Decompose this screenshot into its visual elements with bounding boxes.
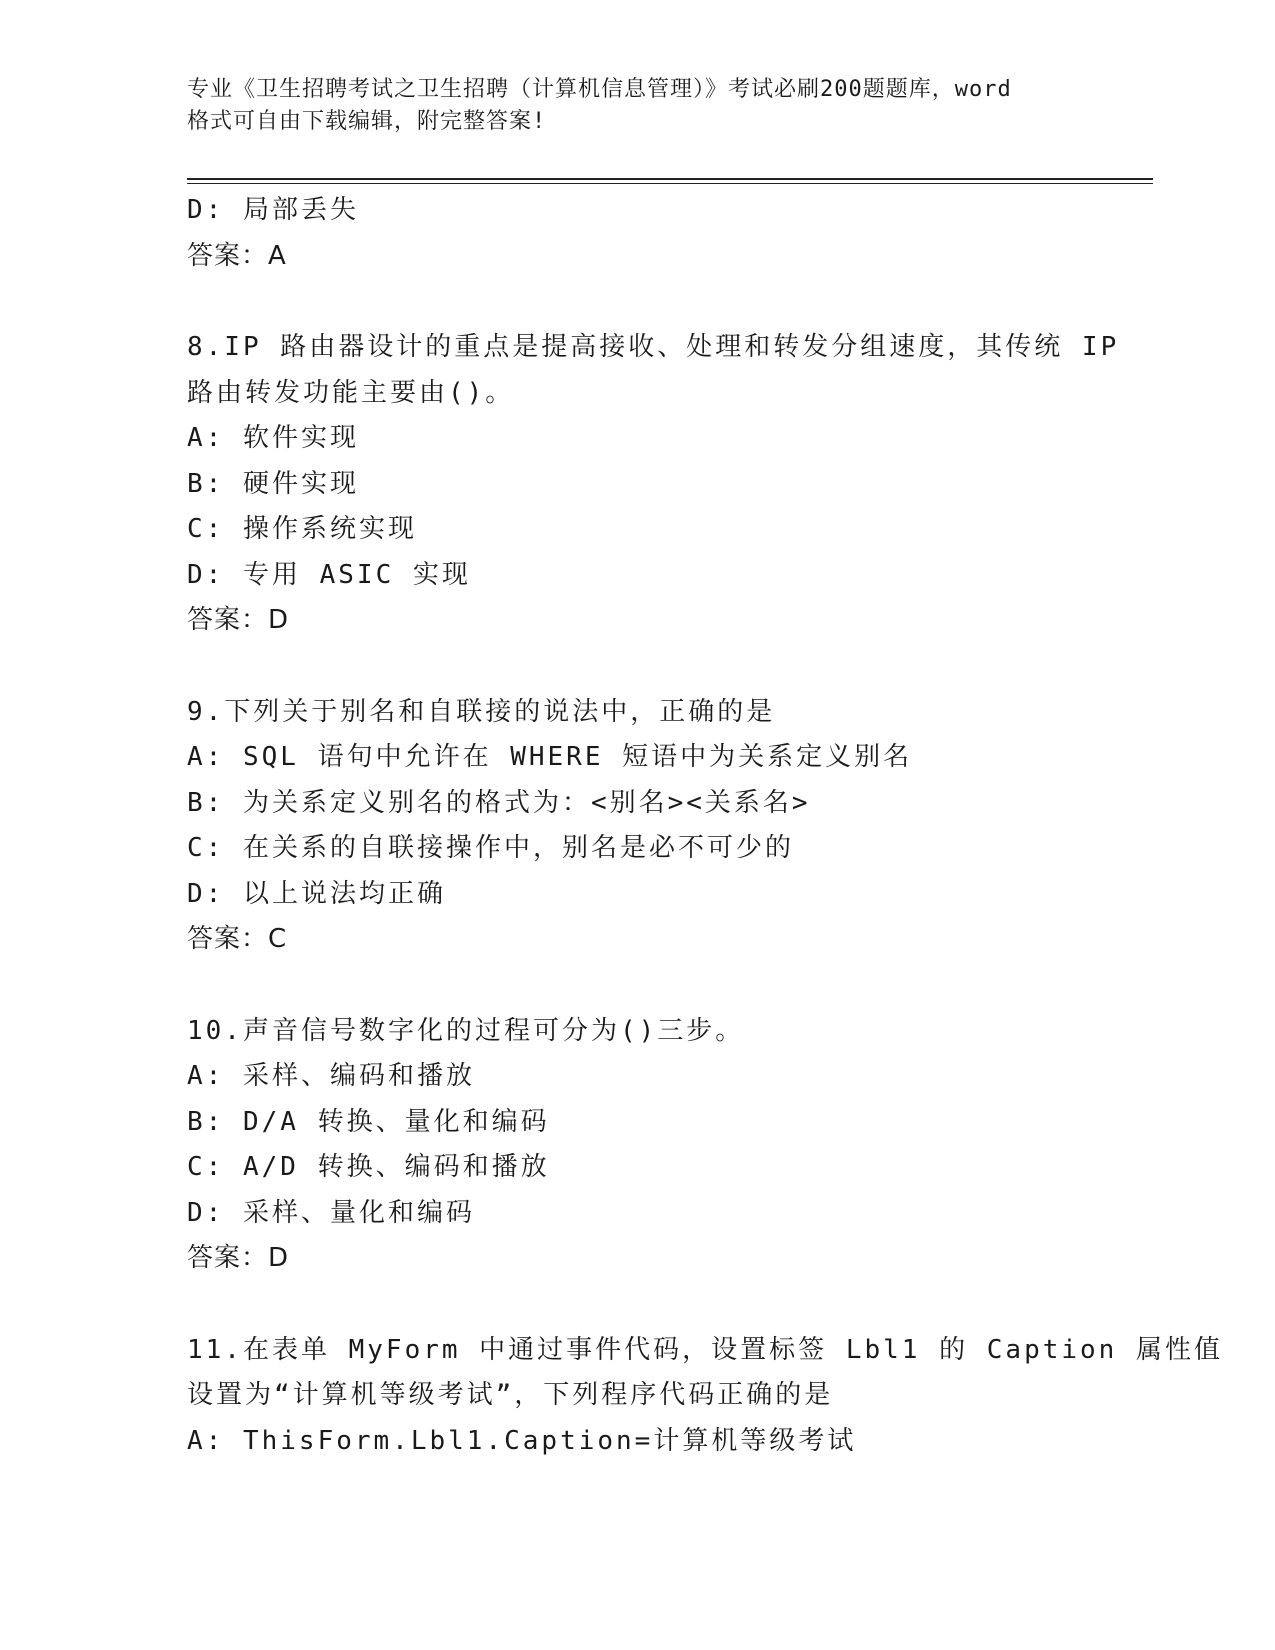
option-d: D: 专用 ASIC 实现 bbox=[187, 559, 471, 590]
question-9 bbox=[187, 690, 1087, 963]
question-stem-line-1: 11.在表单 MyForm 中通过事件代码，设置标签 Lbl1 的 Caption 属性值 bbox=[187, 1334, 1223, 1365]
option-a: A: 采样、编码和播放 bbox=[187, 1061, 475, 1091]
option-c: C: 在关系的自联接操作中，别名是必不可少的 bbox=[187, 833, 794, 863]
option-c: C: A/D 转换、编码和播放 bbox=[187, 1152, 550, 1182]
option-d: D: 采样、量化和编码 bbox=[187, 1197, 475, 1228]
question-stem: 9.下列关于别名和自联接的说法中，正确的是 bbox=[187, 696, 776, 727]
option-a: A: ThisForm.Lbl1.Caption=计算机等级考试 bbox=[187, 1425, 857, 1456]
spacer bbox=[187, 644, 1087, 690]
answer-line: 答案：D bbox=[187, 1243, 290, 1273]
question-stem-line-2: 设置为“计算机等级考试”，下列程序代码正确的是 bbox=[187, 1380, 834, 1410]
question-stem-line-2: 路由转发功能主要由()。 bbox=[187, 377, 515, 408]
previous-question-tail bbox=[187, 188, 1087, 279]
spacer bbox=[187, 279, 1087, 325]
option-b: B: D/A 转换、量化和编码 bbox=[187, 1106, 550, 1137]
option-a: A: 软件实现 bbox=[187, 423, 359, 453]
question-8 bbox=[187, 325, 1120, 644]
answer-line: 答案：C bbox=[187, 924, 288, 954]
spacer bbox=[187, 963, 1087, 1009]
option-b: B: 为关系定义别名的格式为：<别名><关系名> bbox=[187, 787, 811, 818]
question-list bbox=[187, 188, 1223, 1464]
option-a: A: SQL 语句中允许在 WHERE 短语中为关系定义别名 bbox=[187, 742, 913, 772]
option-d: D: 局部丢失 bbox=[187, 195, 359, 225]
question-11 bbox=[187, 1328, 1223, 1465]
page-header bbox=[187, 74, 1087, 138]
spacer bbox=[187, 1282, 1087, 1328]
question-stem-line-1: 8.IP 路由器设计的重点是提高接收、处理和转发分组速度，其传统 IP bbox=[187, 332, 1120, 362]
header-title-line-2: 格式可自由下载编辑，附完整答案! bbox=[187, 109, 547, 134]
header-divider-thin bbox=[187, 183, 1153, 184]
option-c: C: 操作系统实现 bbox=[187, 514, 417, 544]
option-b: B: 硬件实现 bbox=[187, 468, 359, 499]
option-d: D: 以上说法均正确 bbox=[187, 878, 446, 909]
question-stem: 10.声音信号数字化的过程可分为()三步。 bbox=[187, 1015, 745, 1046]
header-divider-thick bbox=[187, 178, 1153, 180]
answer-line: 答案：D bbox=[187, 605, 290, 635]
header-title-line-1: 专业《卫生招聘考试之卫生招聘（计算机信息管理）》考试必刷200题题库，word bbox=[187, 77, 1012, 102]
answer-line: 答案：A bbox=[187, 240, 287, 271]
question-10 bbox=[187, 1009, 1087, 1282]
